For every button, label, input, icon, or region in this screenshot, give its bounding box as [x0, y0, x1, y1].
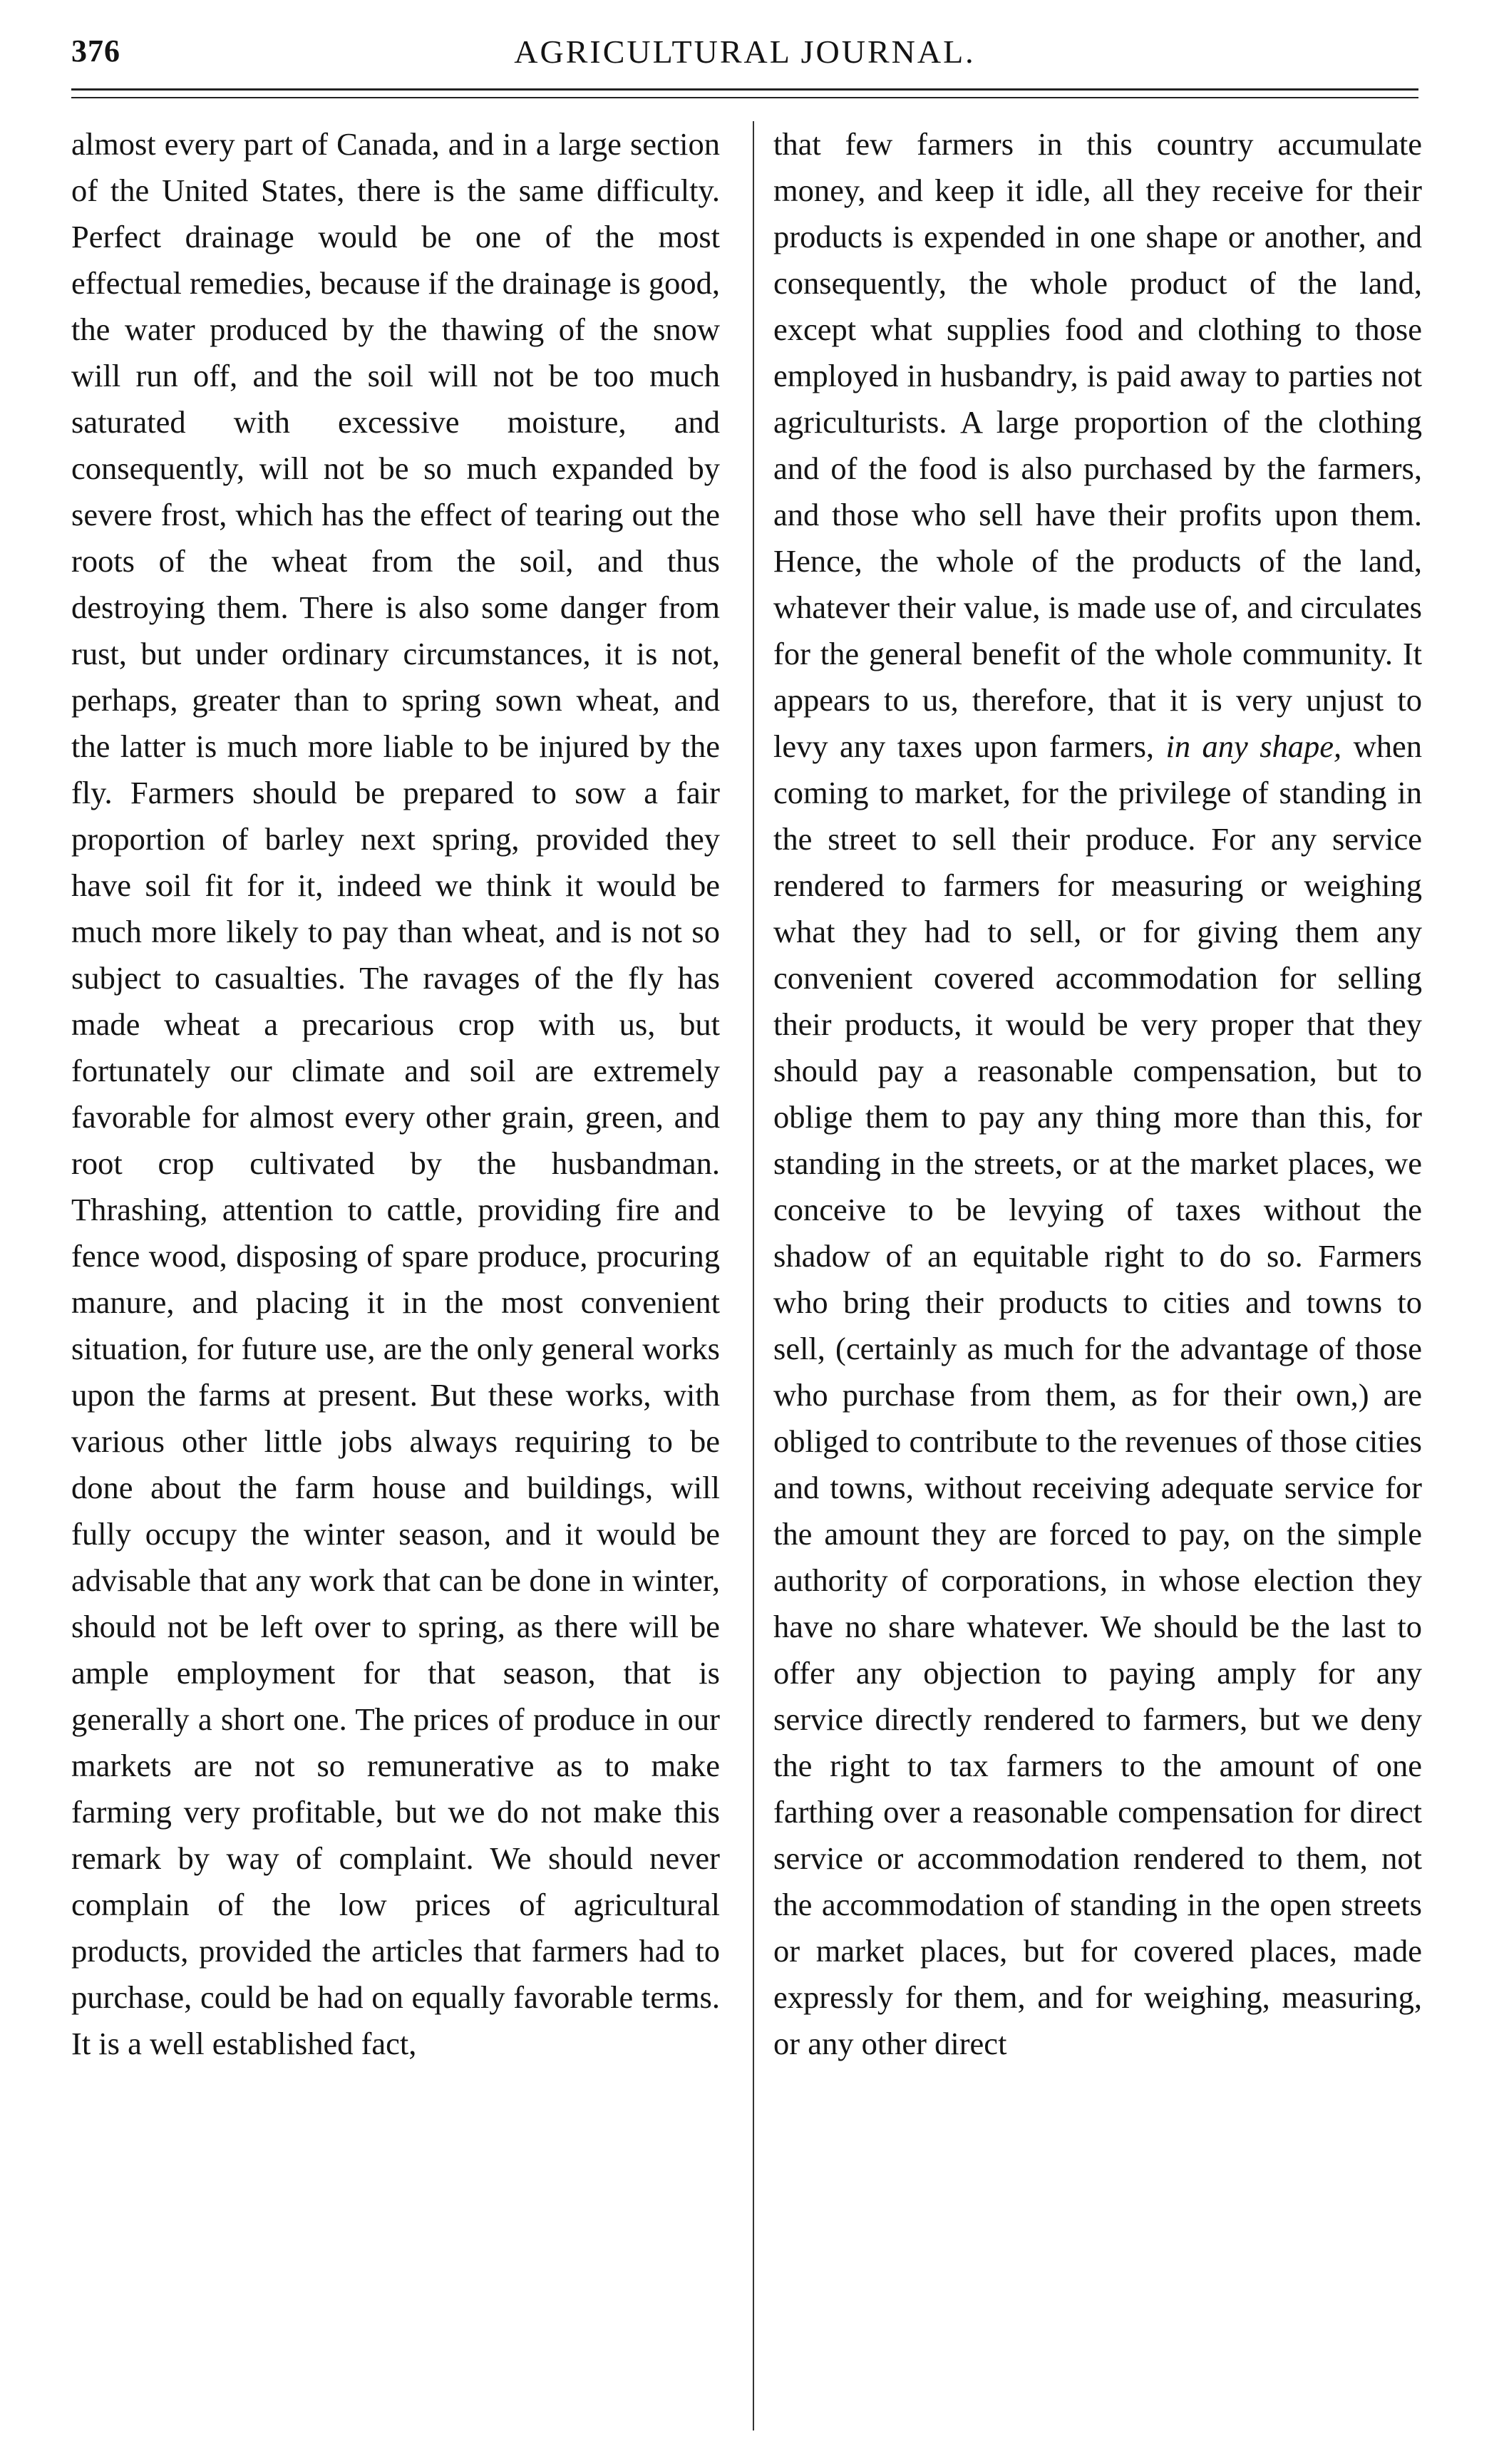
right-column-emphasis: in any shape,: [1165, 728, 1342, 764]
journal-page: [71, 29, 1426, 2438]
left-column: [71, 121, 720, 2067]
running-title: AGRICULTURAL JOURNAL.: [514, 33, 976, 70]
column-divider: [753, 121, 754, 2431]
right-column: [773, 121, 1422, 2067]
right-column-text: [773, 121, 1422, 2067]
right-column-text-part-1: that few farmers in this country accumulate money, and keep it idle, all they receive for their products is expended in one shape or another, and consequently, the whole product of the land, except what supplies food and clothing to those employed in husbandry, is paid away to parties not agriculturists. A large proportion of the clothing and of the food is also purchased by the farmers, and those who sell have their profits upon them. Hence, the whole of the products of the land, whatever their value, is made use of, and circulates for the general benefit of the whole community. It appears to us, therefore, that it is very unjust to levy any taxes upon farmers,: [773, 126, 1422, 764]
page-header: [71, 29, 1418, 78]
left-column-text: almost every part of Canada, and in a large section of the United States, there is the same difficulty. Perfect drainage would be one of the most effectual remedies, because if the drainage is good, the water produced by the thawing of the snow will run off, and the soil will not be too much saturated with excessive moisture, and consequently, will not be so much expanded by severe frost, which has the effect of tearing out the roots of the wheat from the soil, and thus destroying them. There is also some danger from rust, but under ordinary circumstances, it is not, perhaps, greater than to spring sown wheat, and the latter is much more liable to be injured by the fly. Farmers should be prepared to sow a fair proportion of barley next spring, provided they have soil fit for it, indeed we think it would be much more likely to pay than wheat, and is not so subject to casualties. The ravages of the fly has made wheat a precarious crop with us, but fortunately our climate and soil are extremely favorable for almost every other grain, green, and root crop cultivated by the husbandman. Thrashing, attention to cattle, providing fire and fence wood, disposing of spare produce, procuring manure, and placing it in the most convenient situation, for future use, are the only general works upon the farms at present. But these works, with various other little jobs always requiring to be done about the farm house and buildings, will fully occupy the winter season, and it would be advisable that any work that can be done in winter, should not be left over to spring, as there will be ample employment for that season, that is generally a short one. The prices of produce in our markets are not so remunerative as to make farming very profitable, but we do not make this remark by way of complaint. We should never complain of the low prices of agricultural products, provided the articles that farmers had to purchase, could be had on equally favorable terms. It is a well established fact,: [71, 126, 720, 2061]
header-double-rule: [71, 88, 1418, 98]
right-column-text-part-2: when coming to market, for the privilege of standing in the street to sell their produce. For any service rendered to farmers for measuring or weighing what they had to sell, or for giving them any convenient covered accommodation for selling their products, it would be very proper that they should pay a reasonable compensation, but to oblige them to pay any thing more than this, for standing in the streets, or at the market places, we conceive to be levying of taxes without the shadow of an equitable right to do so. Farmers who bring their products to cities and towns to sell, (certainly as much for the advantage of those who purchase from them, as for their own,) are obliged to contribute to the revenues of those cities and towns, without receiving adequate service for the amount they are forced to pay, on the simple authority of corporations, in whose election they have no share whatever. We should be the last to offer any objection to paying amply for any service directly rendered to farmers, but we deny the right to tax farmers to the amount of one farthing over a reasonable compensation for direct service or accommodation rendered to them, not the accommodation of standing in the open streets or market places, but for covered places, made expressly for them, and for weighing, measuring, or any other direct: [773, 728, 1422, 2061]
page-number: 376: [71, 33, 120, 68]
